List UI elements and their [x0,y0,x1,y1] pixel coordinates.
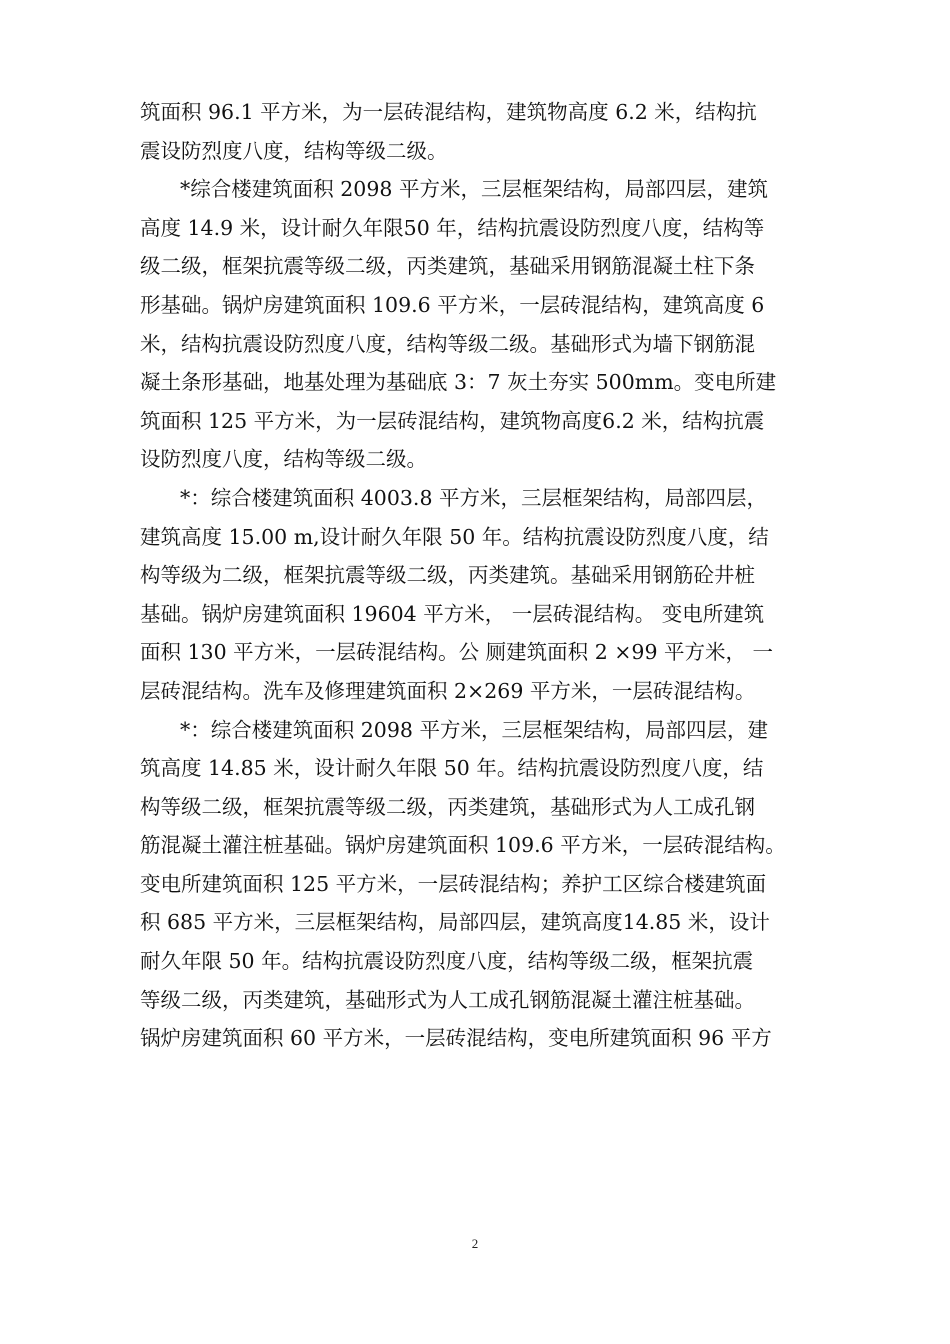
text-line: 面积 130 平方米，一层砖混结构。公 厕建筑面积 2 ×99 平方米， 一 [140,640,774,665]
text-line: 等级二级，丙类建筑，基础形式为人工成孔钢筋混凝土灌注桩基础。 [140,987,755,1012]
text-line: 级二级，框架抗震等级二级，丙类建筑，基础采用钢筋混凝土柱下条 [140,254,755,279]
text-line: 形基础。锅炉房建筑面积 109.6 平方米，一层砖混结构，建筑高度 6 [140,292,765,317]
text-line: 建筑高度 15.00 m,设计耐久年限 50 年。结构抗震设防烈度八度，结 [140,524,769,549]
text-line: 积 685 平方米，三层框架结构，局部四层，建筑高度14.85 米，设计 [140,910,770,935]
text-line: 耐久年限 50 年。结构抗震设防烈度八度，结构等级二级，框架抗震 [140,949,754,974]
text-line: 构等级二级，框架抗震等级二级，丙类建筑，基础形式为人工成孔钢 [140,794,755,819]
text-line: 筑高度 14.85 米，设计耐久年限 50 年。结构抗震设防烈度八度，结 [140,756,764,781]
text-line: 震设防烈度八度，结构等级二级。 [140,138,448,163]
text-line: 凝土条形基础，地基处理为基础底 3：7 灰土夯实 500mm。变电所建 [140,370,777,395]
page-number: 2 [471,1236,479,1251]
text-line: 筑面积 96.1 平方米，为一层砖混结构，建筑物高度 6.2 米，结构抗 [140,100,757,124]
text-line: 米，结构抗震设防烈度八度，结构等级二级。基础形式为墙下钢筋混 [140,331,755,356]
text-line: 筋混凝土灌注桩基础。锅炉房建筑面积 109.6 平方米，一层砖混结构。 [140,833,786,858]
text-line: 变电所建筑面积 125 平方米，一层砖混结构；养护工区综合楼建筑面 [140,871,767,896]
text-line: *：综合楼建筑面积 4003.8 平方米，三层框架结构，局部四层， [180,485,768,510]
text-line: 基础。锅炉房建筑面积 19604 平方米， 一层砖混结构。 变电所建筑 [140,601,765,626]
text-line: 构等级为二级，框架抗震等级二级，丙类建筑。基础采用钢筋砼井桩 [140,563,755,588]
text-line: 锅炉房建筑面积 60 平方米，一层砖混结构，变电所建筑面积 96 平方 [140,1026,772,1051]
text-line: 层砖混结构。洗车及修理建筑面积 2×269 平方米，一层砖混结构。 [140,678,756,703]
text-line: 筑面积 125 平方米，为一层砖混结构，建筑物高度6.2 米，结构抗震 [140,408,765,433]
text-line: 设防烈度八度，结构等级二级。 [140,447,427,472]
text-line: *：综合楼建筑面积 2098 平方米，三层框架结构，局部四层，建 [180,717,768,742]
text-line: 高度 14.9 米，设计耐久年限50 年，结构抗震设防烈度八度，结构等 [140,215,765,240]
text-line: *综合楼建筑面积 2098 平方米，三层框架结构，局部四层，建筑 [180,177,768,202]
body-text [140,93,820,1058]
